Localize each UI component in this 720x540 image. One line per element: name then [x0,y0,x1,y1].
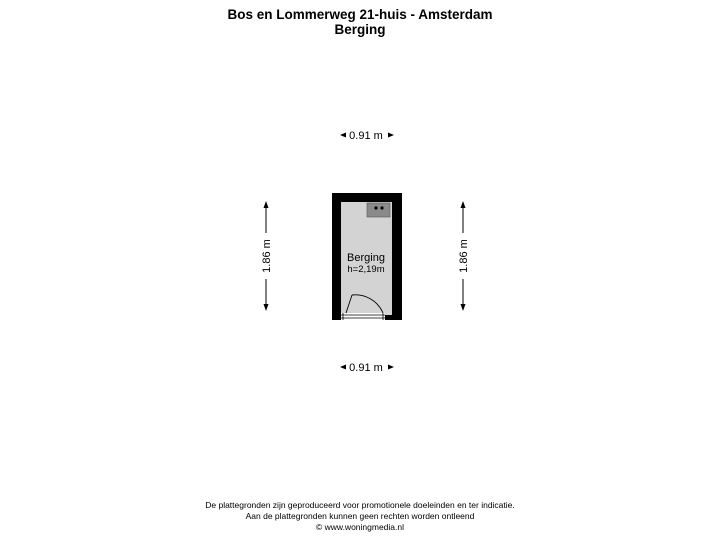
arrow-down-icon [264,304,269,311]
arrow-right-icon [388,133,394,138]
dimension-right-label: 1.86 m [458,239,470,273]
room-name: Berging [347,252,385,264]
disclaimer-line-1: De plattegronden zijn geproduceerd voor promotionele doeleinden en ter indicatie. [205,500,515,510]
copyright-line: © www.woningmedia.nl [316,522,404,532]
disclaimer-footer [0,500,720,533]
arrow-up-icon [264,201,269,208]
address-title: Bos en Lommerweg 21-huis - Amsterdam [227,7,493,22]
floor-title: Berging [334,22,386,37]
dimension-bottom-label: 0.91 m [349,362,383,374]
dimension-left-label: 1.86 m [261,239,273,273]
disclaimer-line-2: Aan de plattegronden kunnen geen rechten worden ontleend [245,511,475,521]
fixture-icon [367,203,390,217]
arrow-up-icon [461,201,466,208]
arrow-right-icon [388,365,394,370]
dimension-top-label: 0.91 m [349,130,383,142]
dimension-bottom [340,362,394,374]
dimension-top [340,130,394,142]
dimension-right [458,201,470,311]
arrow-left-icon [340,365,346,370]
dimension-left [261,201,273,311]
fixture-dot-icon [374,206,377,209]
arrow-down-icon [461,304,466,311]
room-height: h=2,19m [347,264,385,275]
arrow-left-icon [340,133,346,138]
door-opening [341,313,385,320]
fixture-dot-icon [380,206,383,209]
room-berging [332,193,402,320]
